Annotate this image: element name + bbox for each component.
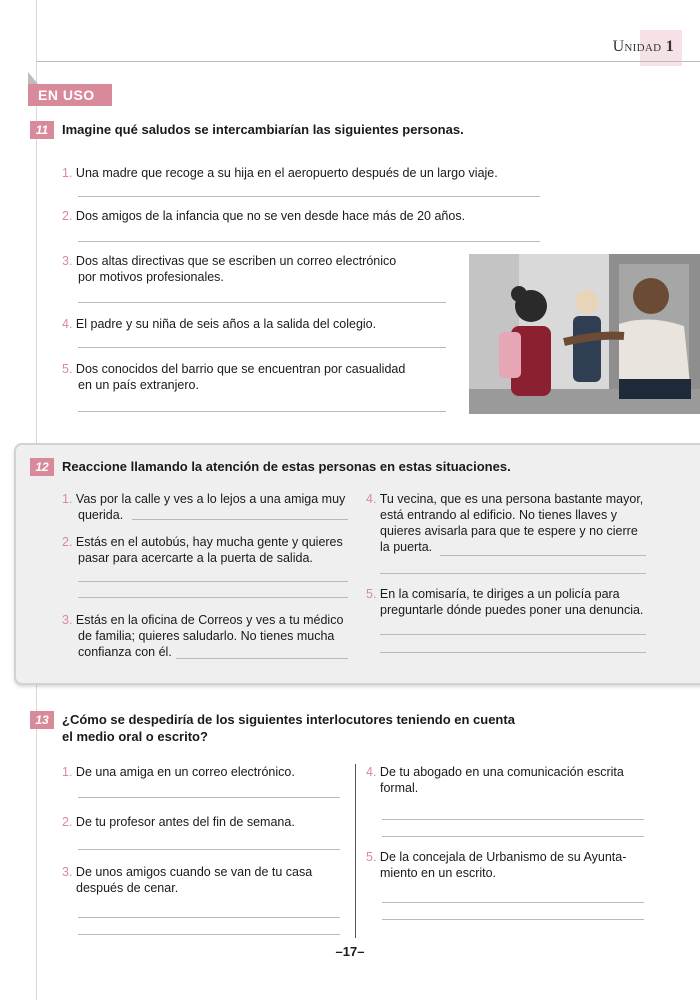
item-number: 2. (62, 209, 73, 223)
photo-illustration (469, 254, 700, 414)
item-number: 3. (62, 613, 73, 627)
item-text: Una madre que recoge a su hija en el aeropuerto después de un largo viaje. (75, 166, 498, 180)
list-item (62, 208, 465, 224)
answer-line[interactable] (380, 573, 646, 574)
list-item (62, 864, 347, 896)
answer-line[interactable] (382, 919, 644, 920)
list-item (62, 253, 447, 285)
item-text: De una amiga en un correo electrónico. (75, 765, 295, 779)
item-text: En la comisaría, te diriges a un policía para (379, 587, 620, 601)
item-text: De la concejala de Urbanismo de su Ayunta- (379, 850, 627, 864)
exercise-title-line: el medio oral o escrito? (62, 729, 208, 744)
list-item (62, 612, 352, 660)
list-item (62, 316, 376, 332)
item-number: 3. (62, 254, 73, 268)
answer-line[interactable] (132, 519, 348, 520)
item-number: 3. (62, 865, 73, 879)
answer-line[interactable] (440, 555, 646, 556)
item-text-cont: miento en un escrito. (380, 866, 497, 880)
item-text-cont: formal. (380, 781, 419, 795)
answer-line[interactable] (176, 658, 348, 659)
item-text: Estás en la oficina de Correos y ves a tu médico (75, 613, 344, 627)
exercise-title: Reaccione llamando la atención de estas personas en estas situaciones. (62, 459, 511, 474)
header-rule (36, 61, 700, 62)
unit-label (613, 38, 674, 56)
answer-line[interactable] (382, 819, 644, 820)
item-number: 4. (366, 492, 377, 506)
list-item (366, 586, 650, 618)
item-text: De unos amigos cuando se van de tu casa (75, 865, 313, 879)
exercise-title: Imagine qué saludos se intercambiarían las siguientes personas. (62, 122, 464, 137)
answer-line[interactable] (78, 196, 540, 197)
item-number: 1. (62, 765, 73, 779)
list-item (62, 534, 352, 566)
exercise-number-badge: 12 (30, 458, 54, 476)
item-text: Dos conocidos del barrio que se encuentran por casualidad (75, 362, 406, 376)
item-text-cont: pasar para acercarte a la puerta de salida. (78, 551, 313, 565)
item-number: 5. (62, 362, 73, 376)
list-item (62, 764, 347, 780)
answer-line[interactable] (78, 849, 340, 850)
answer-line[interactable] (78, 347, 446, 348)
answer-line[interactable] (382, 836, 644, 837)
photo-father-daughter (469, 254, 700, 414)
item-text: Estás en el autobús, hay mucha gente y quieres (75, 535, 343, 549)
answer-line[interactable] (78, 597, 348, 598)
item-number: 2. (62, 815, 73, 829)
item-text-cont: está entrando al edificio. No tienes llaves y (380, 508, 617, 522)
item-text: Vas por la calle y ves a lo lejos a una amiga muy (75, 492, 346, 506)
item-text: Tu vecina, que es una persona bastante mayor, (379, 492, 644, 506)
list-item (62, 814, 347, 830)
item-text-cont: preguntarle dónde puedes poner una denuncia. (380, 603, 644, 617)
answer-line[interactable] (78, 581, 348, 582)
item-text-cont: la puerta. (380, 540, 433, 554)
item-number: 1. (62, 492, 73, 506)
list-item (366, 764, 650, 796)
item-text: El padre y su niña de seis años a la salida del colegio. (75, 317, 377, 331)
page-number: –17– (335, 944, 365, 959)
unit-word: Unidad (612, 38, 662, 55)
list-item (366, 491, 650, 555)
item-number: 5. (366, 850, 377, 864)
answer-line[interactable] (78, 917, 340, 918)
answer-line[interactable] (78, 797, 340, 798)
exercise-number-badge: 13 (30, 711, 54, 729)
answer-line[interactable] (78, 241, 540, 242)
answer-line[interactable] (380, 652, 646, 653)
item-number: 4. (366, 765, 377, 779)
item-text: De tu abogado en una comunicación escrita (379, 765, 624, 779)
item-text-cont: después de cenar. (76, 881, 179, 895)
answer-line[interactable] (382, 902, 644, 903)
section-label: EN USO (28, 84, 112, 106)
unit-number: 1 (665, 38, 674, 55)
item-text-cont: en un país extranjero. (78, 378, 199, 392)
item-text-cont: confianza con él. (78, 645, 172, 659)
item-text-cont: quieres avisarla para que te espere y no cierre (380, 524, 638, 538)
item-text: De tu profesor antes del fin de semana. (75, 815, 295, 829)
item-number: 5. (366, 587, 377, 601)
list-item (62, 361, 447, 393)
section-corner-marker (28, 72, 38, 84)
item-number: 4. (62, 317, 73, 331)
item-number: 2. (62, 535, 73, 549)
item-text: Dos altas directivas que se escriben un correo electrónico (75, 254, 397, 268)
item-text-cont: por motivos profesionales. (78, 270, 224, 284)
answer-line[interactable] (78, 411, 446, 412)
answer-line[interactable] (380, 634, 646, 635)
column-divider (355, 764, 356, 938)
list-item (366, 849, 650, 881)
answer-line[interactable] (78, 934, 340, 935)
exercise-number-badge: 11 (30, 121, 54, 139)
exercise-title (62, 711, 515, 745)
item-text-cont: querida. (78, 508, 124, 522)
exercise-title-line: ¿Cómo se despediría de los siguientes interlocutores teniendo en cuenta (62, 712, 515, 727)
item-text: Dos amigos de la infancia que no se ven desde hace más de 20 años. (75, 209, 466, 223)
answer-line[interactable] (78, 302, 446, 303)
list-item (62, 165, 498, 181)
item-number: 1. (62, 166, 73, 180)
item-text-cont: de familia; quieres saludarlo. No tienes mucha (78, 629, 335, 643)
